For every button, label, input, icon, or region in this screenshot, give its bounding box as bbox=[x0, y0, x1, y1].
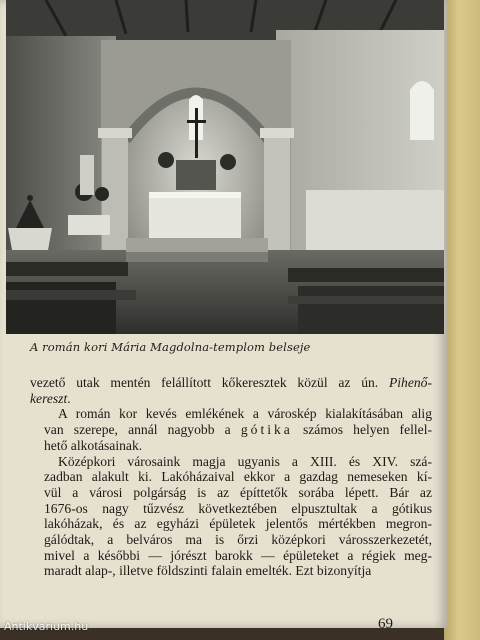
book-cover-edge bbox=[444, 0, 480, 640]
paragraph bbox=[30, 375, 432, 406]
text-line: lakóházak, és az egyházi épületek jelentős mértékben megron- bbox=[44, 516, 432, 532]
text-line: zadban alakult ki. Lakóházaival ekkor a gazdag nemeseken kí- bbox=[44, 469, 432, 485]
text-line: van szerepe, annál nagyobb a gótika számos helyen fellel- bbox=[44, 422, 432, 438]
text-line: vezető utak mentén felállított kőkeresztek közül az ún. Pihenő- bbox=[30, 375, 432, 390]
text-line: vül a városi polgárság is az építtetők sorába lépett. Bár az bbox=[44, 484, 432, 500]
text-line: kereszt. bbox=[30, 390, 71, 406]
watermark: Antikvarium.hu bbox=[4, 620, 89, 633]
text-line: A román kor kevés emlékének a városkép kialakításában alig bbox=[58, 406, 432, 422]
body-text bbox=[30, 375, 432, 579]
text-line: 1676-os nagy tűzvész következtében elpusztultak a gótikus bbox=[44, 500, 432, 516]
paragraph bbox=[30, 454, 432, 580]
text-line: Középkori városaink magja ugyanis a XIII. és XIV. szá- bbox=[58, 453, 432, 469]
text-line: gálódtak, a belváros ma is őrzi középkori városszerkezetét, bbox=[44, 532, 432, 548]
paragraph bbox=[30, 406, 432, 453]
church-interior-photo bbox=[6, 0, 444, 334]
text-line: hető alkotásainak. bbox=[44, 437, 143, 453]
text-line: maradt alap-, illetve földszinti falain emelték. Ezt bizonyítja bbox=[44, 563, 372, 579]
photo-caption: A román kori Mária Magdolna-templom belseje bbox=[30, 340, 311, 354]
text-line: mivel a későbbi — jórészt barokk — épületeket a régiek meg- bbox=[44, 547, 432, 563]
page-number: 69 bbox=[378, 616, 393, 632]
